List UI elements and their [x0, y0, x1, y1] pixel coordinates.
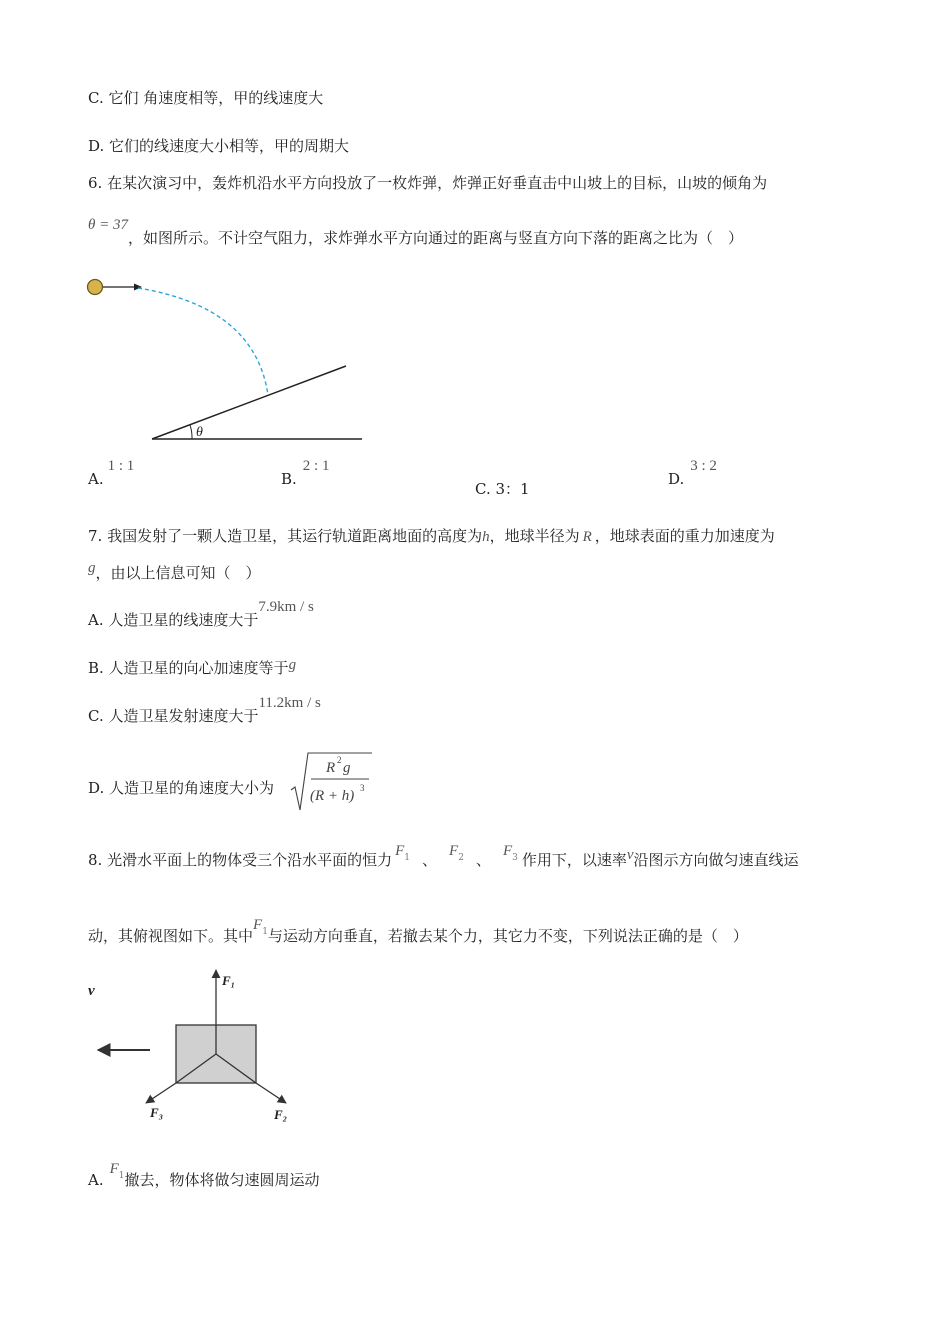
q7-option-d: D. 人造卫星的角速度大小为	[88, 779, 275, 797]
formula-numerator-exp: 2	[337, 755, 342, 765]
q7-option-c: C. 人造卫星发射速度大于11.2km / s	[88, 695, 321, 725]
q6-figure	[80, 272, 380, 447]
q8-stem-line2: 动，其俯视图如下。其中$F_1$与运动方向垂直，若撤去某个力，其它力不变，下列说法正确的是（ ）	[88, 917, 748, 945]
f3-label: F₃	[150, 1105, 164, 1120]
q6-option-a: A.1 : 1	[88, 458, 135, 488]
theta-expression: θ = 37	[88, 217, 128, 233]
q6-option-c: C. 3：1	[475, 480, 530, 498]
q6-option-b: B.2 : 1	[281, 458, 330, 488]
formula-numerator-r: R	[326, 760, 336, 776]
radius-symbol: R	[582, 529, 592, 545]
q5-option-d: D. 它们的线速度大小相等，甲的周期大	[88, 137, 350, 155]
q7-option-b: B. 人造卫星的向心加速度等于g	[88, 657, 297, 677]
f2-label: F₂	[274, 1107, 288, 1122]
force-f1-symbol: $F_1$	[109, 1161, 125, 1181]
q7-option-a: A. 人造卫星的线速度大于7.9km / s	[88, 599, 314, 629]
height-symbol: h	[482, 529, 490, 545]
q6-stem-line2	[88, 217, 744, 249]
q7-stem-line2: g，由以上信息可知（ ）	[88, 560, 261, 582]
speed-symbol: v	[626, 847, 634, 863]
force-f1-symbol: $F_1$	[253, 917, 268, 937]
trajectory-curve	[138, 288, 268, 395]
q6-option-d: D.3 : 2	[668, 458, 717, 488]
q8-option-a: $A.F_1$撤去，物体将做匀速圆周运动	[88, 1161, 320, 1189]
angle-arc	[190, 425, 192, 439]
speed-11.2: 11.2km / s	[258, 695, 321, 711]
slope-line	[152, 366, 346, 439]
q8-figure	[82, 962, 302, 1127]
formula-numerator-g: g	[343, 760, 351, 776]
f3-arrow	[146, 1083, 176, 1103]
velocity-arrowhead	[134, 284, 142, 291]
q5-option-c: C. 它们 角速度相等，甲的线速度大	[88, 89, 324, 107]
formula-denominator: (R + h)	[310, 788, 355, 804]
q8-stem-line1: 8. 光滑水平面上的物体受三个沿水平面的恒力 $F_1$ 、 $F_2$ 、 $F_3$ 作用下，以速率v沿图示方向做匀速直线运	[88, 843, 799, 869]
angle-label: θ	[196, 425, 203, 440]
f1-label: F₁	[222, 973, 236, 988]
v-label: v	[88, 983, 95, 999]
bomb-icon	[88, 280, 103, 295]
omega-formula	[290, 750, 380, 812]
q7-stem-line1: 7. 我国发射了一颗人造卫星，其运行轨道距离地面的高度为h，地球半径为 R ，地球表面的重力加速度为	[88, 527, 775, 545]
speed-7.9: 7.9km / s	[258, 599, 314, 615]
formula-denominator-exp: 3	[360, 783, 365, 793]
q6-stem-text: ，如图所示。不计空气阻力，求炸弹水平方向通过的距离与竖直方向下落的距离之比为（ ）	[128, 229, 744, 247]
force-f3-symbol: $F_3$	[502, 843, 518, 863]
q6-stem-line1: 6. 在某次演习中，轰炸机沿水平方向投放了一枚炸弹，炸弹正好垂直击中山坡上的目标，山坡的倾角为	[88, 174, 768, 192]
f2-arrow	[256, 1083, 286, 1103]
force-f1-symbol: $F_1$	[395, 843, 410, 863]
gravity-symbol: g	[88, 560, 96, 576]
force-f2-symbol: $F_2$	[449, 843, 464, 863]
